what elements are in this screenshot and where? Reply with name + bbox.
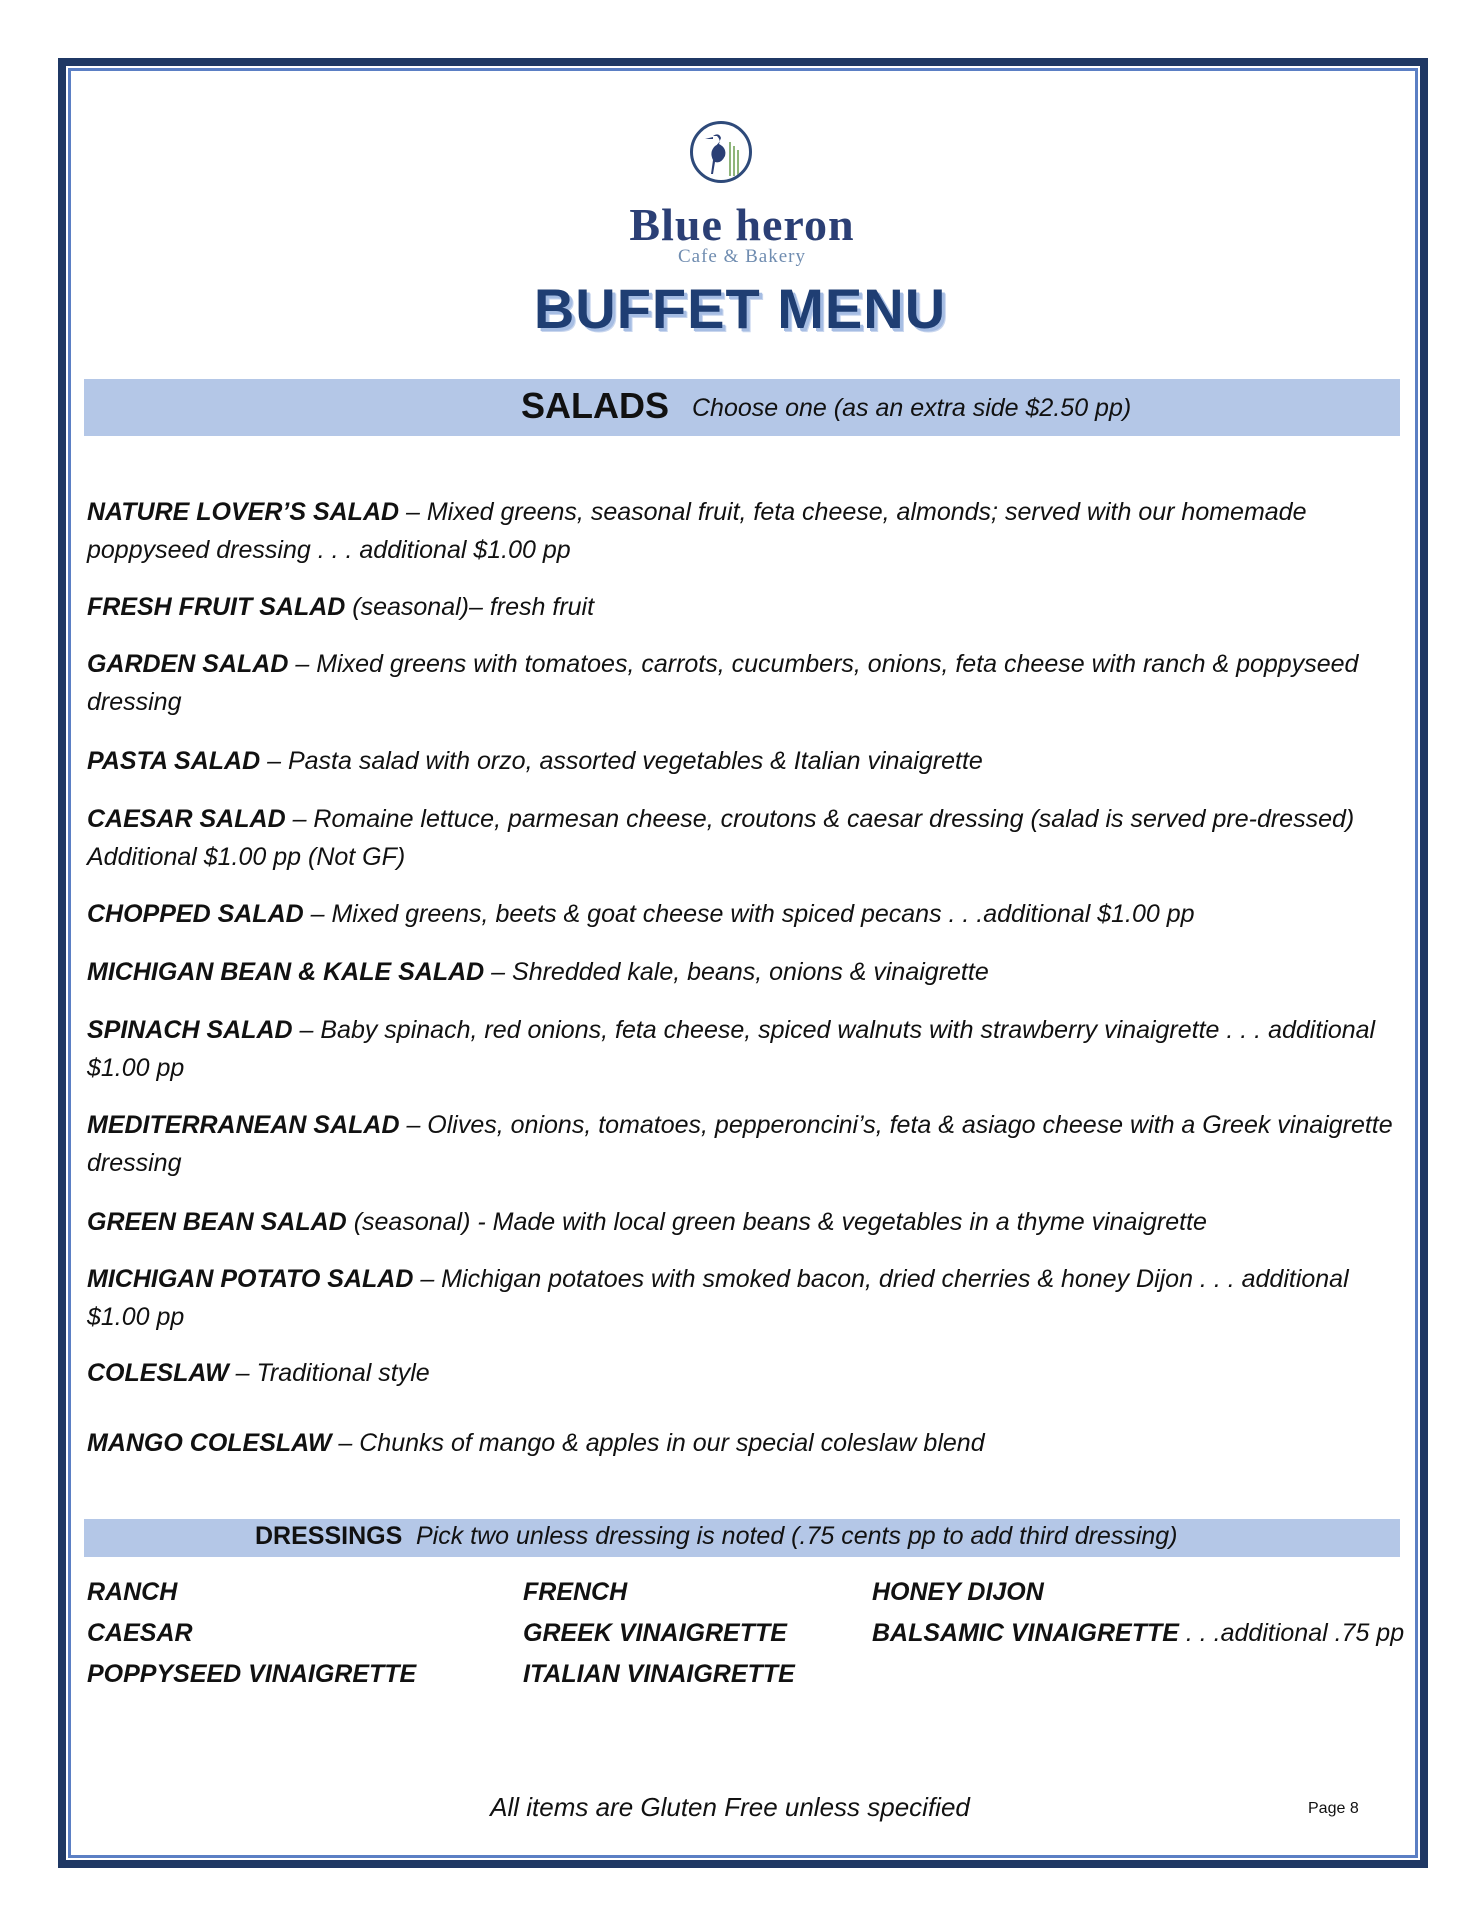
- salad-item: [87, 742, 1397, 780]
- dressing-item: FRENCH: [523, 1578, 628, 1606]
- salad-description: – Romaine lettuce, parmesan cheese, croutons & caesar dressing (salad is served pre-dressed) Additional $1.00 pp (Not GF): [87, 805, 1355, 871]
- salad-name: GREEN BEAN SALAD: [87, 1208, 347, 1236]
- dressing-item-balsamic: [872, 1619, 1404, 1648]
- dressing-name: BALSAMIC VINAIGRETTE: [872, 1619, 1179, 1647]
- dressing-item: ITALIAN VINAIGRETTE: [523, 1660, 795, 1688]
- dressing-item: POPPYSEED VINAIGRETTE: [87, 1660, 417, 1688]
- salad-name: PASTA SALAD: [87, 747, 261, 775]
- salad-description: (seasonal) - Made with local green beans & vegetables in a thyme vinaigrette: [346, 1208, 1207, 1236]
- salad-item: [87, 1011, 1397, 1087]
- salads-header-band: [84, 379, 1400, 436]
- gluten-free-note: All items are Gluten Free unless specified: [490, 1792, 970, 1822]
- salad-name: SPINACH SALAD: [87, 1016, 293, 1044]
- salad-description: – Shredded kale, beans, onions & vinaigrette: [484, 958, 989, 986]
- salad-item: [87, 800, 1397, 876]
- salad-item: [87, 895, 1397, 933]
- heron-icon: [690, 121, 752, 183]
- salad-item: [87, 588, 1397, 626]
- salad-item: [87, 1260, 1397, 1336]
- salad-description: – Olives, onions, tomatoes, pepperoncini’s, feta & asiago cheese with a Greek vinaigrette dressing: [87, 1111, 1393, 1177]
- salad-description: – Pasta salad with orzo, assorted vegetables & Italian vinaigrette: [260, 747, 983, 775]
- salad-item: [87, 493, 1397, 569]
- dressing-item: RANCH: [87, 1578, 178, 1606]
- dressings-heading: DRESSINGS: [255, 1522, 403, 1550]
- dressing-extra-cost: . . .additional .75 pp: [1178, 1619, 1405, 1647]
- salad-description: – Mixed greens, seasonal fruit, feta cheese, almonds; served with our homemade poppyseed dressing . . . additional $1.00 pp: [87, 498, 1307, 564]
- dressing-item: GREEK VINAIGRETTE: [523, 1619, 787, 1647]
- salad-name: MICHIGAN POTATO SALAD: [87, 1265, 414, 1293]
- salad-description: – Mixed greens with tomatoes, carrots, cucumbers, onions, feta cheese with ranch & poppyseed dressing: [87, 650, 1359, 716]
- salad-name: CHOPPED SALAD: [87, 900, 304, 928]
- salad-description: (seasonal)– fresh fruit: [345, 593, 595, 621]
- logo-wordmark: Blue heron: [629, 199, 855, 250]
- salad-name: MEDITERRANEAN SALAD: [87, 1111, 400, 1139]
- salad-item: [87, 645, 1397, 721]
- salad-item: [87, 1203, 1397, 1241]
- dressing-item: CAESAR: [87, 1619, 193, 1647]
- salad-item: [87, 953, 1397, 991]
- salad-item: [87, 1106, 1397, 1182]
- salad-description: – Chunks of mango & apples in our special coleslaw blend: [331, 1429, 985, 1457]
- salad-description: – Michigan potatoes with smoked bacon, dried cherries & honey Dijon . . . additional $1.00 pp: [87, 1265, 1349, 1331]
- salad-description: – Mixed greens, beets & goat cheese with spiced pecans . . .additional $1.00 pp: [303, 900, 1195, 928]
- salads-note: Choose one (as an extra side $2.50 pp): [692, 394, 1132, 422]
- salad-name: COLESLAW: [87, 1359, 229, 1387]
- salad-name: MICHIGAN BEAN & KALE SALAD: [87, 958, 485, 986]
- salad-description: – Baby spinach, red onions, feta cheese, spiced walnuts with strawberry vinaigrette . . . additional $1.00 pp: [87, 1016, 1376, 1082]
- dressing-item: HONEY DIJON: [872, 1578, 1044, 1606]
- dressings-note: Pick two unless dressing is noted (.75 cents pp to add third dressing): [416, 1522, 1178, 1550]
- page-number: Page 8: [1308, 1800, 1359, 1817]
- salad-name: NATURE LOVER’S SALAD: [87, 498, 400, 526]
- salad-name: FRESH FRUIT SALAD: [87, 593, 346, 621]
- salads-heading: SALADS: [521, 385, 670, 426]
- salad-item: [87, 1354, 1397, 1392]
- salad-name: MANGO COLESLAW: [87, 1429, 332, 1457]
- salad-item: [87, 1424, 1397, 1462]
- dressings-header-band: [84, 1519, 1400, 1557]
- page-title: BUFFET MENU: [533, 277, 947, 340]
- salad-name: GARDEN SALAD: [87, 650, 289, 678]
- salad-name: CAESAR SALAD: [87, 805, 286, 833]
- blue-heron-logo: [520, 118, 964, 278]
- salad-description: – Traditional style: [228, 1359, 430, 1387]
- logo-tagline: Cafe & Bakery: [677, 246, 806, 267]
